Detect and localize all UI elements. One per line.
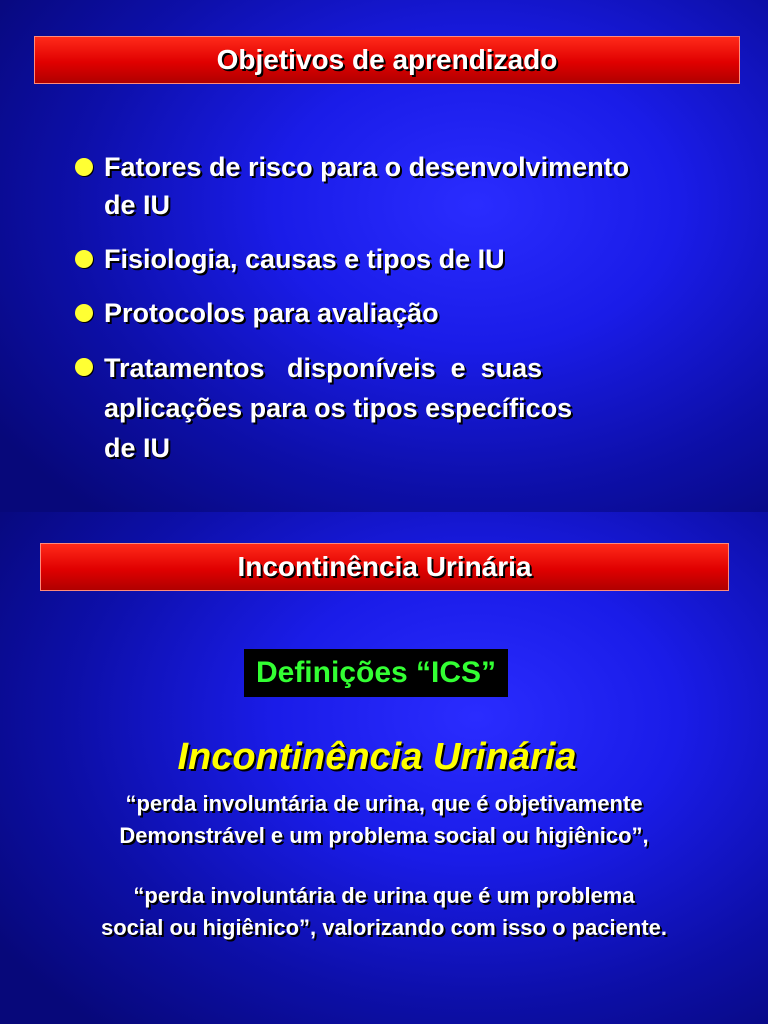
definition-quote-1 bbox=[0, 788, 768, 852]
slide-urinary-incontinence bbox=[0, 512, 768, 1024]
slide-title-bar bbox=[40, 543, 729, 591]
list-item-line: Tratamentos disponíveis e suas bbox=[104, 353, 543, 383]
list-item-line: de IU bbox=[104, 190, 171, 220]
list-item-line: Fatores de risco para o desenvolvimento bbox=[104, 152, 630, 182]
list-item bbox=[72, 148, 732, 224]
bullet-dot-icon bbox=[75, 304, 93, 322]
slide-title: Objetivos de aprendizado bbox=[216, 44, 558, 75]
quote-line: social ou higiênico”, valorizando com isso o paciente. bbox=[100, 915, 668, 940]
list-item-line: Protocolos para avaliação bbox=[104, 298, 439, 328]
bullet-dot-icon bbox=[75, 158, 93, 176]
bullet-dot-icon bbox=[75, 358, 93, 376]
list-item-line: aplicações para os tipos específicos bbox=[104, 393, 573, 423]
quote-line: Demonstrável e um problema social ou higiênico”, bbox=[119, 823, 649, 848]
objectives-list bbox=[72, 148, 732, 484]
quote-line: “perda involuntária de urina, que é objetivamente bbox=[125, 791, 643, 816]
bullet-dot-icon bbox=[75, 250, 93, 268]
list-item bbox=[72, 348, 732, 468]
definitions-label: Definições “ICS” bbox=[255, 656, 497, 689]
definitions-label-box bbox=[244, 649, 508, 697]
list-item bbox=[72, 240, 732, 278]
quote-line: “perda involuntária de urina que é um problema bbox=[133, 883, 635, 908]
list-item-line: de IU bbox=[104, 433, 171, 463]
definition-heading: Incontinência Urinária bbox=[177, 736, 577, 778]
slide-title-bar bbox=[34, 36, 740, 84]
list-item bbox=[72, 294, 732, 332]
slide-title: Incontinência Urinária bbox=[237, 551, 532, 582]
list-item-line: Fisiologia, causas e tipos de IU bbox=[104, 244, 505, 274]
definition-quote-2 bbox=[0, 880, 768, 944]
